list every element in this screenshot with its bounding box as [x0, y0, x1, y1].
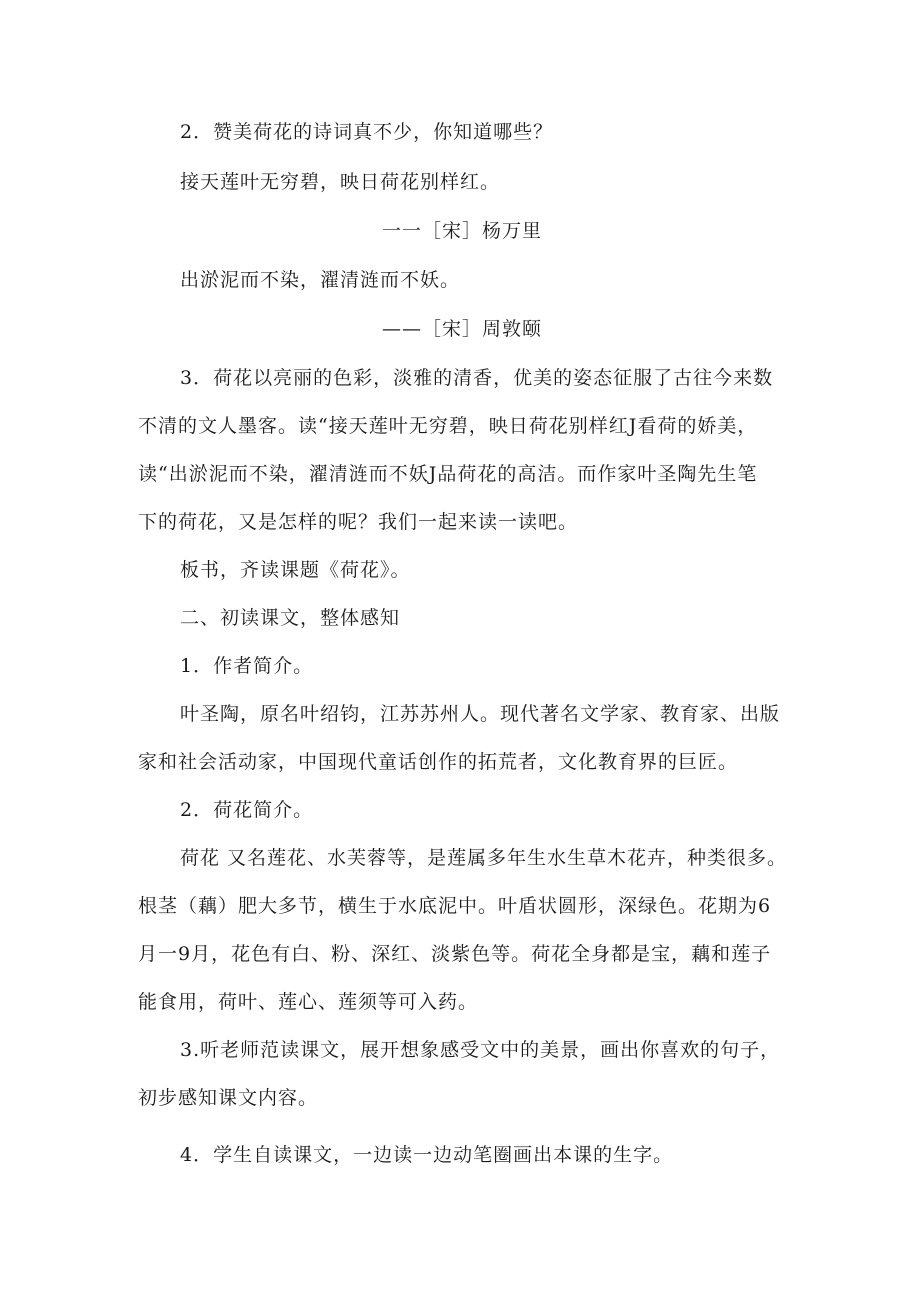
lotus-paragraph-line-2: 根茎（藕）肥大多节，横生于水底泥中。叶盾状圆形，深绿色。花期为6	[138, 895, 772, 917]
board-title-line: 板书，齐读课题《荷花》。	[180, 559, 411, 581]
poem-attribution-zhou-dunyi: ——［宋］周敦颐	[382, 318, 543, 340]
poem-attribution-yang-wanli: 一一［宋］杨万里	[382, 220, 543, 242]
poem-line-yang-wanli: 接天莲叶无穷碧，映日荷花别样红。	[180, 171, 501, 193]
paragraph-3-line-2: 不清的文人墨客。读“接天莲叶无穷碧，映日荷花别样红J看荷的娇美，	[138, 415, 758, 437]
paragraph-3-line-4: 下的荷花，又是怎样的呢？我们一起来读一读吧。	[138, 511, 579, 533]
paragraph-3-line-1: 3．荷花以亮丽的色彩，淡雅的清香，优美的姿态征服了古往今来数	[180, 367, 774, 389]
section-heading-2: 二、初读课文，整体感知	[180, 607, 401, 629]
lotus-paragraph-line-4: 能食用，荷叶、莲心、莲须等可入药。	[138, 991, 479, 1013]
item-3-line-2: 初步感知课文内容。	[138, 1087, 319, 1109]
lotus-paragraph-line-3: 月一9月，花色有白、粉、深红、淡紫色等。荷花全身都是宝，藕和莲子	[138, 943, 772, 965]
paragraph-3-line-3: 读“出淤泥而不染，濯清涟而不妖J品荷花的高洁。而作家叶圣陶先生笔	[138, 463, 758, 485]
lotus-paragraph-line-1: 荷花 又名莲花、水芙蓉等，是莲属多年生水生草木花卉，种类很多。	[180, 847, 788, 869]
item-2-lotus-intro: 2．荷花简介。	[180, 799, 314, 821]
item-1-author-intro: 1．作者简介。	[180, 655, 314, 677]
poem-line-zhou-dunyi: 出淤泥而不染，濯清涟而不妖。	[180, 269, 461, 291]
item-4-self-reading: 4．学生自读课文，一边读一边动笔圈画出本课的生字。	[180, 1144, 674, 1166]
item-2-poems-question: 2．赞美荷花的诗词真不少，你知道哪些？	[180, 121, 554, 143]
author-paragraph-line-2: 家和社会活动家，中国现代童话创作的拓荒者，文化教育界的巨匠。	[138, 751, 739, 773]
author-paragraph-line-1: 叶圣陶，原名叶绍钧，江苏苏州人。现代著名文学家、教育家、出版	[180, 703, 781, 725]
item-3-line-1: 3.听老师范读课文，展开想象感受文中的美景，画出你喜欢的句子，	[180, 1039, 781, 1061]
